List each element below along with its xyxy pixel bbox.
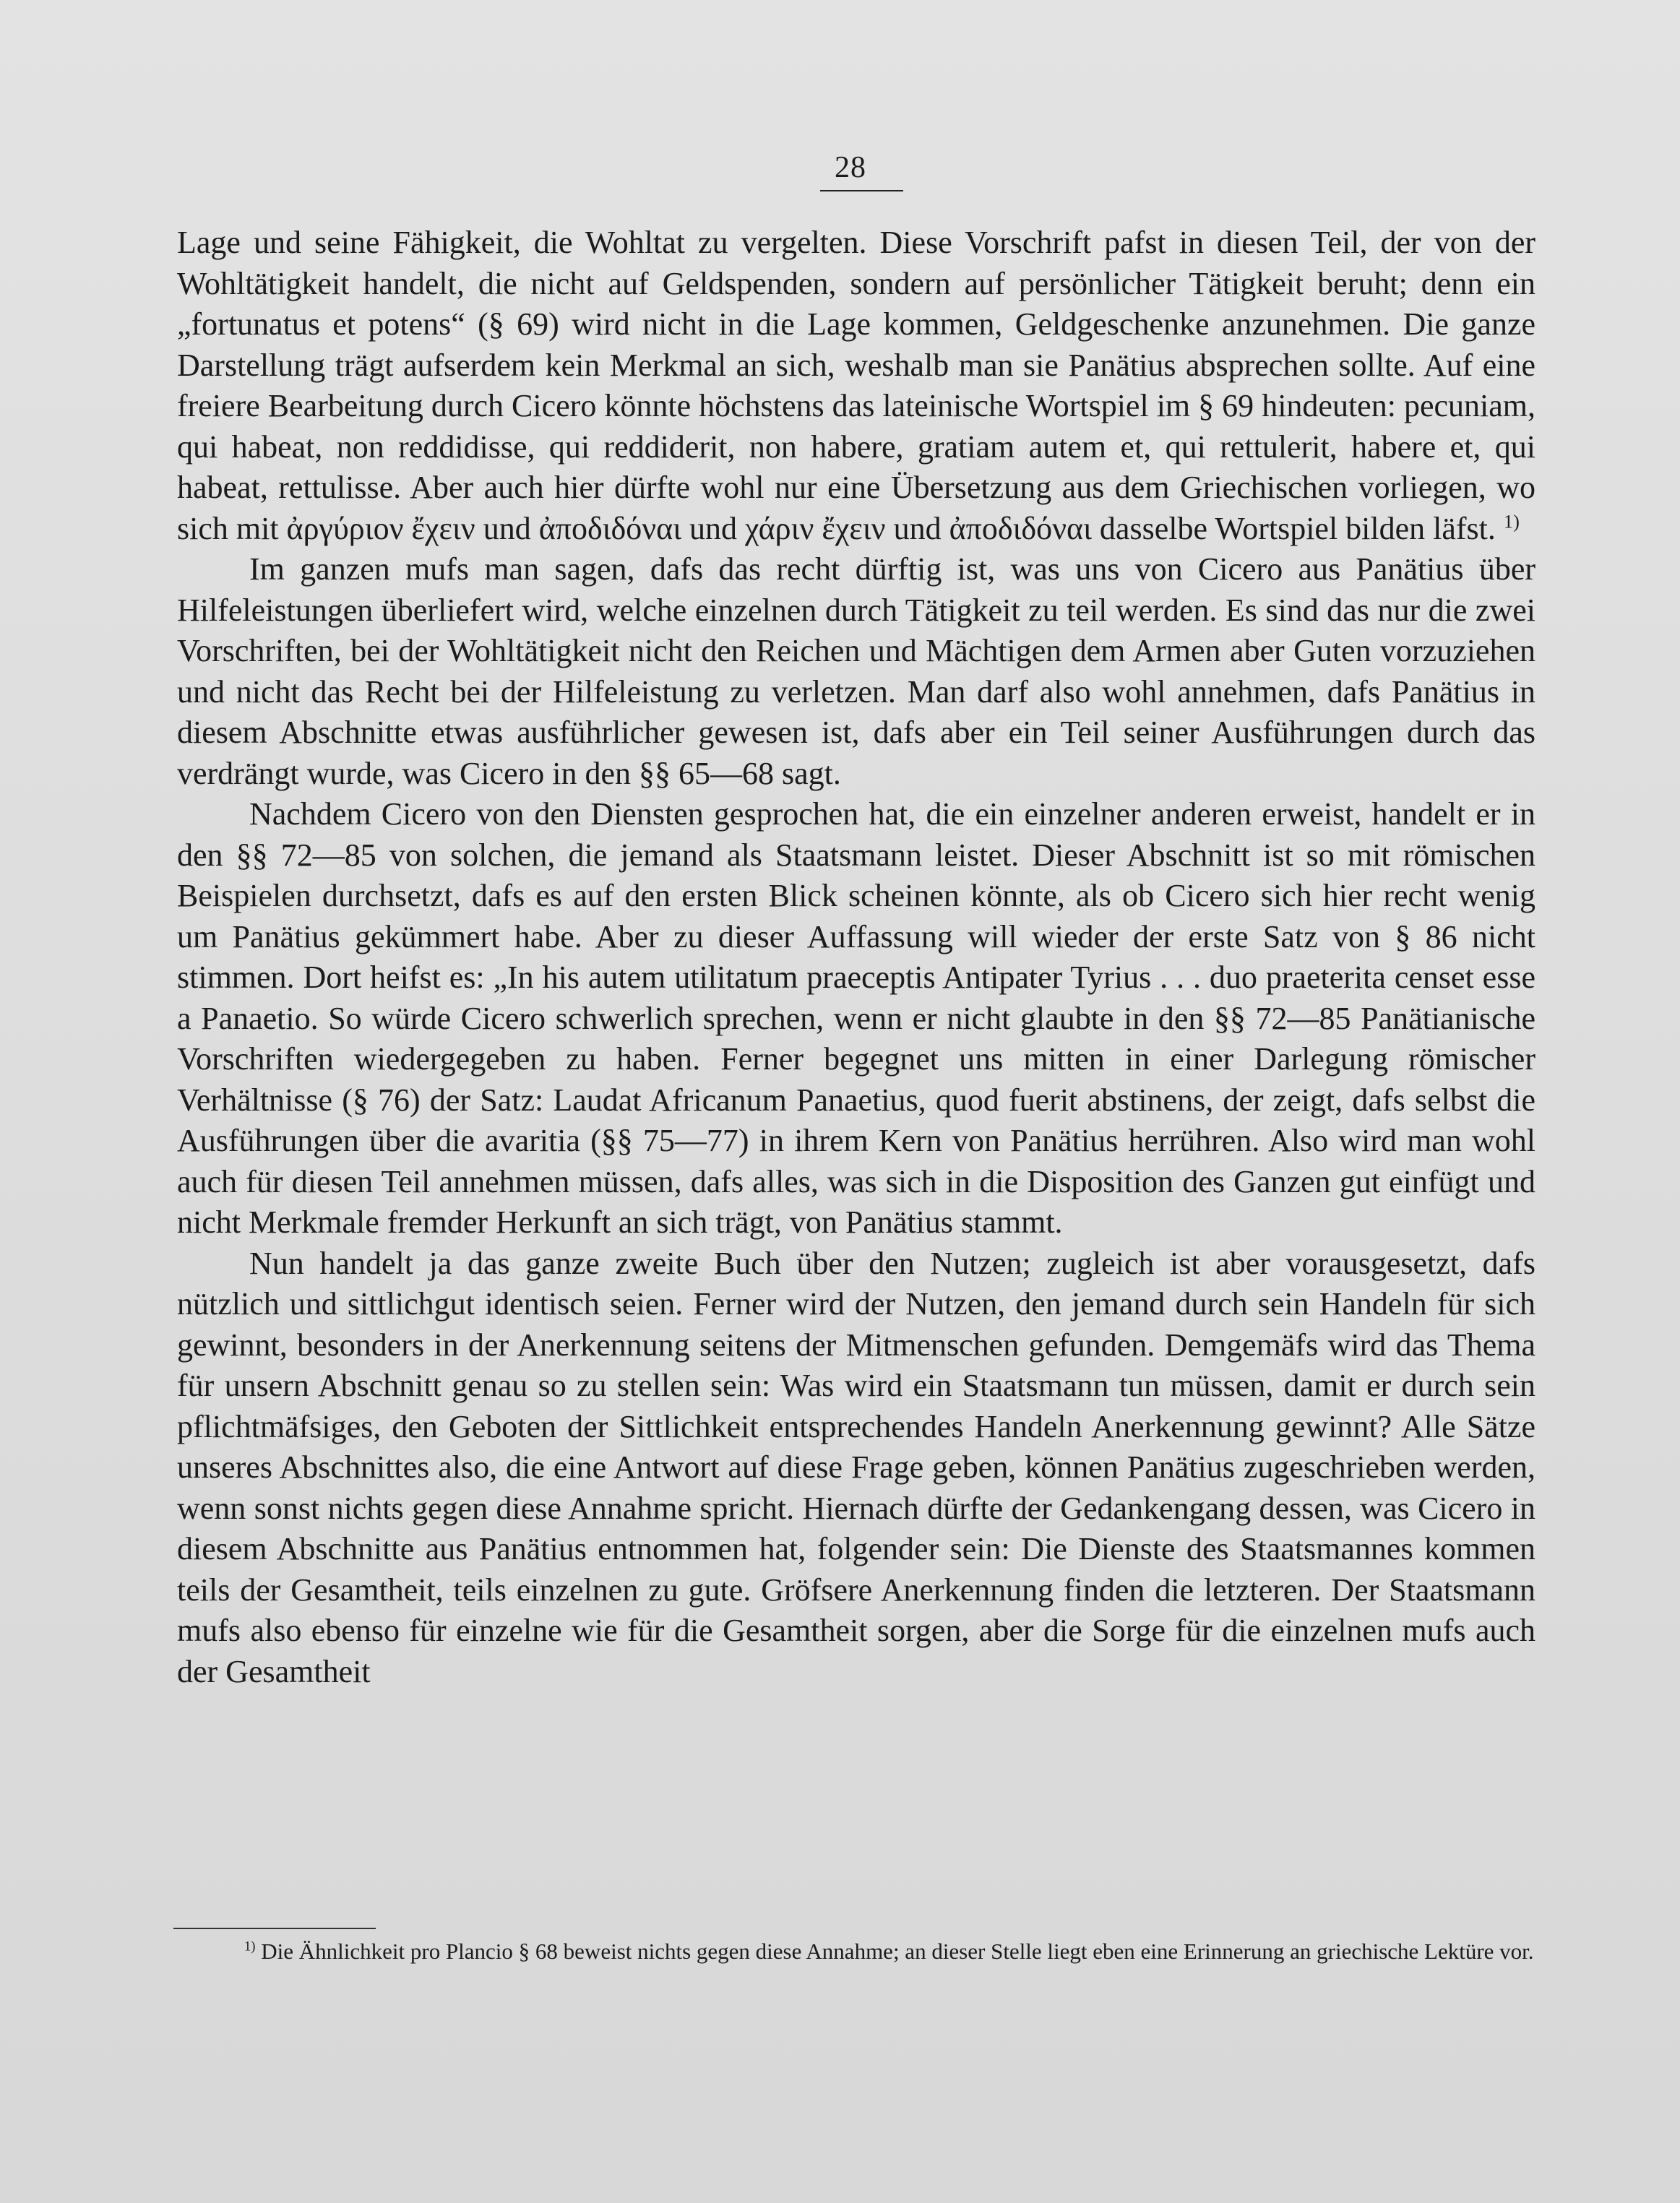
paragraph-1 (177, 223, 1535, 549)
footnote-rule (173, 1928, 376, 1929)
footnote-text: Die Ähnlichkeit pro Plancio § 68 beweist nichts gegen diese Annahme; an dieser Stelle liegt eben eine Erinnerung an griechische Lektüre vor. (261, 1939, 1534, 1964)
footnote-marker: 1) (244, 1939, 256, 1954)
paragraph-3-text: Nachdem Cicero von den Diensten gesprochen hat, die ein einzelner anderen erweist, handelt er in den §§ 72—85 von solchen, die jemand als Staatsmann leistet. Dieser Abschnitt ist so mit römischen Beispielen durchsetzt, dafs es auf den ersten Blick scheinen könnte, als ob Cicero sich hier recht wenig um Panätius gekümmert habe. Aber zu dieser Auffassung will wieder der erste Satz von § 86 nicht stimmen. Dort heifst es: „In his autem utilitatum praeceptis Antipater Tyrius . . . duo praeterita censet esse a Panaetio. So würde Cicero schwerlich sprechen, wenn er nicht glaubte in den §§ 72—85 Panätianische Vorschriften wiedergegeben zu haben. Ferner begegnet uns mitten in einer Darlegung römischer Verhältnisse (§ 76) der Satz: Laudat Africanum Panaetius, quod fuerit abstinens, der zeigt, dafs selbst die Ausführungen über die avaritia (§§ 75—77) in ihrem Kern von Panätius herrühren. Also wird man wohl auch für diesen Teil annehmen müssen, dafs alles, was sich in die Disposition des Ganzen gut einfügt und nicht Merkmale fremder Herkunft an sich trägt, von Panätius stammt. (177, 796, 1535, 1240)
page-number-rule (820, 190, 903, 191)
paragraph-2 (177, 549, 1535, 794)
paragraph-3 (177, 794, 1535, 1243)
footnote-reference: 1) (1503, 509, 1520, 532)
page-number: 28 (835, 151, 866, 184)
footnote (172, 1936, 1534, 1967)
paragraph-2-text: Im ganzen mufs man sagen, dafs das recht dürftig ist, was uns von Cicero aus Panätius über Hilfeleistungen überliefert wird, welche einzelnen durch Tätigkeit zu teil werden. Es sind das nur die zwei Vorschriften, bei der Wohltätigkeit nicht den Reichen und Mächtigen dem Armen aber Guten vorzuziehen und nicht das Recht bei der Hilfeleistung zu verletzen. Man darf also wohl annehmen, dafs Panätius in diesem Abschnitte etwas ausführlicher gewesen ist, dafs aber ein Teil seiner Ausführungen durch das verdrängt wurde, was Cicero in den §§ 65—68 sagt. (177, 551, 1535, 791)
body-text (177, 223, 1535, 1692)
paragraph-4-text: Nun handelt ja das ganze zweite Buch über den Nutzen; zugleich ist aber vorausgesetzt, dafs nützlich und sittlichgut identisch seien. Ferner wird der Nutzen, den jemand durch sein Handeln für sich gewinnt, besonders in der Anerkennung seitens der Mitmenschen gefunden. Demgemäfs wird das Thema für unsern Abschnitt genau so zu stellen sein: Was wird ein Staatsmann tun müssen, damit er durch sein pflichtmäfsiges, den Geboten der Sittlichkeit entsprechendes Handeln Anerkennung gewinnt? Alle Sätze unseres Abschnittes also, die eine Antwort auf diese Frage geben, können Panätius zugeschrieben werden, wenn sonst nichts gegen diese Annahme spricht. Hiernach dürfte der Gedankengang dessen, was Cicero in diesem Abschnitte aus Panätius entnommen hat, folgender sein: Die Dienste des Staatsmannes kommen teils der Gesamtheit, teils einzelnen zu gute. Gröfsere Anerkennung finden die letzteren. Der Staatsmann mufs also ebenso für einzelne wie für die Gesamtheit sorgen, aber die Sorge für die einzelnen mufs auch der Gesamtheit (177, 1245, 1535, 1689)
paragraph-4 (177, 1243, 1535, 1693)
paragraph-1-text: Lage und seine Fähigkeit, die Wohltat zu vergelten. Diese Vorschrift pafst in diesen Teil, der von der Wohltätigkeit handelt, die nicht auf Geldspenden, sondern auf persönlicher Tätigkeit beruht; denn ein „fortunatus et potens“ (§ 69) wird nicht in die Lage kommen, Geldgeschenke anzunehmen. Die ganze Darstellung trägt aufserdem kein Merkmal an sich, weshalb man sie Panätius absprechen sollte. Auf eine freiere Bearbeitung durch Cicero könnte höchstens das lateinische Wortspiel im § 69 hindeuten: pecuniam, qui habeat, non reddidisse, qui reddiderit, non habere, gratiam autem et, qui rettulerit, habere et, qui habeat, rettulisse. Aber auch hier dürfte wohl nur eine Übersetzung aus dem Griechischen vorliegen, wo sich mit ἀργύριον ἔχειν und ἀποδιδόναι und χάριν ἔχειν und ἀποδιδόναι dasselbe Wortspiel bilden läfst. (177, 225, 1535, 546)
